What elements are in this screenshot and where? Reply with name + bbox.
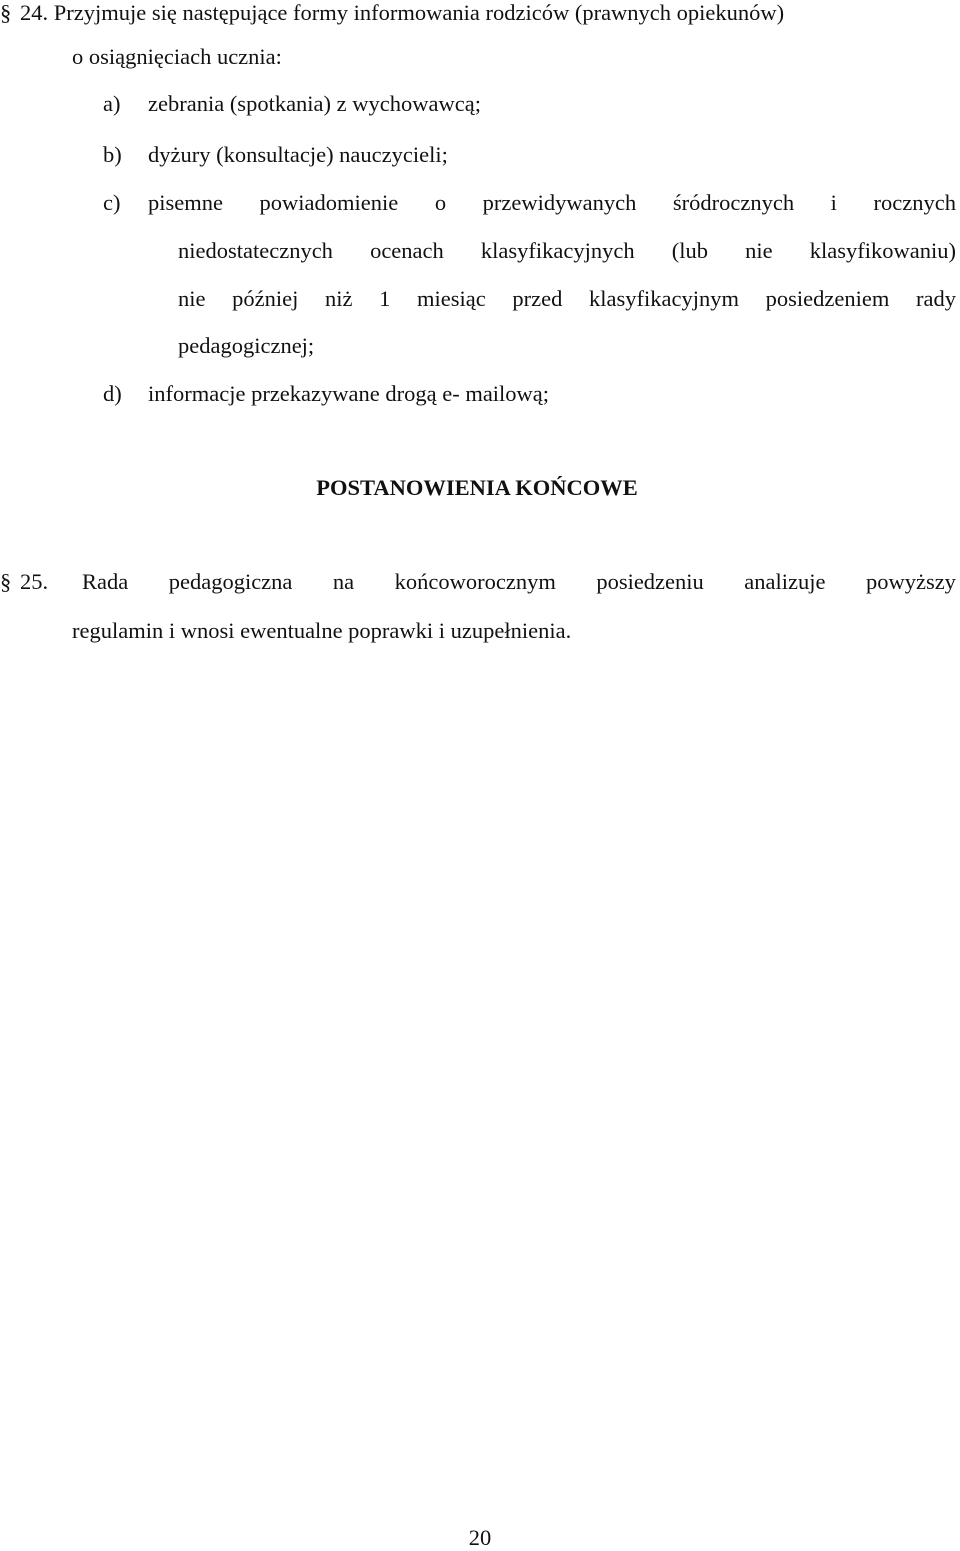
- word: klasyfikacyjnych: [480, 238, 635, 263]
- section-sign-24: §: [0, 0, 12, 25]
- list-item-c-label: c): [103, 190, 121, 215]
- list-item-b-label: b): [103, 142, 122, 167]
- word: śródrocznych: [672, 190, 795, 215]
- list-item-a-text: zebrania (spotkania) z wychowawcą;: [148, 91, 481, 116]
- word: ocenach: [370, 238, 444, 263]
- paragraph-25-number: 25.: [20, 569, 49, 594]
- word: przewidywanych: [482, 190, 637, 215]
- paragraph-24-line-1: [20, 0, 784, 26]
- word: powiadomienie: [259, 190, 399, 215]
- word: później: [232, 286, 299, 311]
- word: klasyfikowaniu): [809, 238, 956, 263]
- word: niż: [325, 286, 353, 311]
- word: nie: [745, 238, 773, 263]
- word: końcoworocznym: [394, 569, 556, 594]
- paragraph-24-number: 24.: [20, 0, 49, 25]
- word: Rada: [82, 569, 129, 594]
- word: na: [332, 569, 355, 594]
- word: analizuje: [744, 569, 826, 594]
- word: miesiąc: [417, 286, 486, 311]
- paragraph-24-line-2: o osiągnięciach ucznia:: [72, 44, 282, 69]
- word: posiedzeniu: [596, 569, 704, 594]
- list-item-b-text: dyżury (konsultacje) nauczycieli;: [148, 142, 448, 167]
- list-item-d-label: d): [103, 381, 122, 406]
- word: pisemne: [148, 190, 223, 215]
- list-item-c-continuation-1: [178, 238, 956, 264]
- word: powyższy: [865, 569, 956, 594]
- word: nie: [178, 286, 206, 311]
- word: 1: [379, 286, 391, 311]
- list-item-a-label: a): [103, 91, 121, 116]
- list-item-c-continuation-2: [178, 286, 956, 312]
- word: i: [830, 190, 837, 215]
- section-sign-25: §: [0, 569, 12, 594]
- paragraph-24-text-1: Przyjmuje się następujące formy informowania rodziców (prawnych opiekunów): [53, 0, 785, 25]
- list-item-d-text: informacje przekazywane drogą e- mailową;: [148, 381, 550, 406]
- word: klasyfikacyjnym: [589, 286, 739, 311]
- list-item-c-continuation-3: pedagogicznej;: [178, 333, 315, 358]
- word: niedostatecznych: [178, 238, 333, 263]
- word: przed: [512, 286, 563, 311]
- word: pedagogiczna: [168, 569, 293, 594]
- paragraph-25-line-2: regulamin i wnosi ewentualne poprawki i uzupełnienia.: [72, 618, 572, 643]
- section-heading: POSTANOWIENIA KOŃCOWE: [316, 475, 638, 500]
- word: (lub: [671, 238, 708, 263]
- paragraph-25-line-1: [82, 569, 956, 595]
- word: o: [434, 190, 447, 215]
- word: rady: [916, 286, 956, 311]
- list-item-c-text: [148, 190, 956, 216]
- word: rocznych: [873, 190, 956, 215]
- word: posiedzeniem: [765, 286, 890, 311]
- page-number: 20: [468, 1525, 492, 1550]
